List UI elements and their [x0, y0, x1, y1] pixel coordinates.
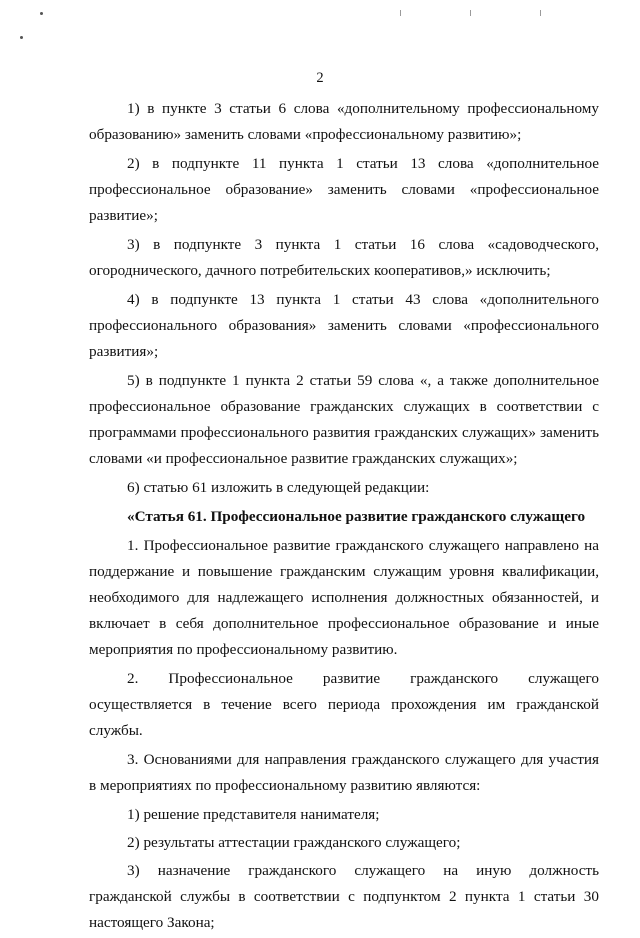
- article-list-item-1: 1) решение представителя нанимателя;: [127, 806, 380, 823]
- amendment-paragraph-3: 3) в подпункте 3 пункта 1 статьи 16 слова «садоводческого, огороднического, дачного потребительских кооперативов,» исключить;: [89, 236, 599, 279]
- page-number: 2: [316, 70, 324, 86]
- scan-speck: [20, 36, 23, 39]
- scan-speck: [40, 12, 43, 15]
- scan-mark: [470, 10, 471, 16]
- amendment-paragraph-4: 4) в подпункте 13 пункта 1 статьи 43 слова «дополнительного профессионального образования» заменить словами «профессионального развития»;: [89, 291, 599, 360]
- article-list-item-2: 2) результаты аттестации гражданского служащего;: [127, 834, 461, 851]
- article-paragraph-2: 2. Профессиональное развитие гражданского служащего осуществляется в течение всего периода прохождения им гражданской службы.: [89, 670, 599, 739]
- scan-mark: [400, 10, 401, 16]
- amendment-paragraph-6: 6) статью 61 изложить в следующей редакции:: [127, 479, 430, 496]
- scan-mark: [540, 10, 541, 16]
- article-paragraph-1: 1. Профессиональное развитие гражданского служащего направлено на поддержание и повышение гражданским служащим уровня квалификации, необходимого для надлежащего исполнения должностных обязанностей, и включает в себя дополнительное профессиональное образование и иные мероприятия по профессиональному развитию.: [89, 537, 599, 658]
- document-body: [89, 96, 599, 938]
- amendment-paragraph-1: 1) в пункте 3 статьи 6 слова «дополнительному профессиональному образованию» заменить словами «профессиональному развитию»;: [89, 100, 599, 143]
- amendment-paragraph-2: 2) в подпункте 11 пункта 1 статьи 13 слова «дополнительное профессиональное образование» заменить словами «профессиональное развитие»;: [89, 155, 599, 224]
- article-list-item-3: 3) назначение гражданского служащего на иную должность гражданской службы в соответствии с подпунктом 2 пункта 1 статьи 30 настоящего Закона;: [89, 862, 599, 931]
- article-paragraph-3: 3. Основаниями для направления гражданского служащего для участия в мероприятиях по профессиональному развитию являются:: [89, 751, 599, 794]
- article-heading: «Статья 61. Профессиональное развитие гражданского служащего: [127, 508, 586, 525]
- amendment-paragraph-5: 5) в подпункте 1 пункта 2 статьи 59 слова «, а также дополнительное профессиональное образование гражданских служащих в соответствии с программами профессионального развития гражданских служащих» заменить словами «и профессиональное развитие гражданских служащих»;: [89, 372, 599, 467]
